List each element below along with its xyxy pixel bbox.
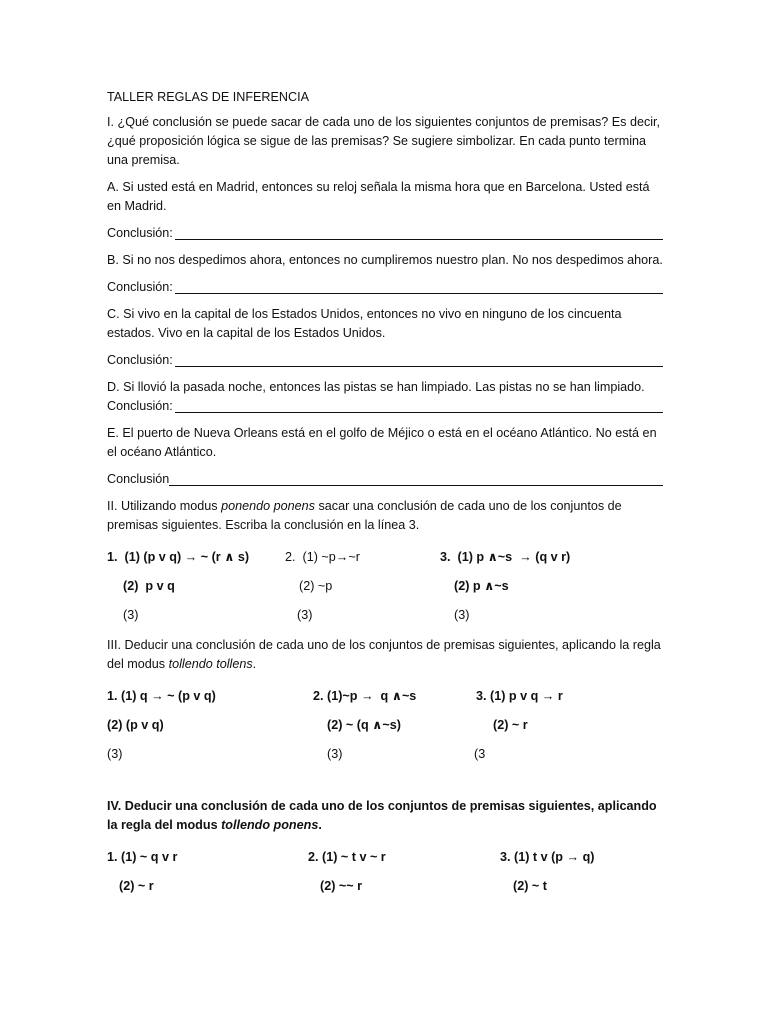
conclusion-label: Conclusión:	[107, 226, 173, 240]
conclusion-label: Conclusión:	[107, 280, 173, 294]
answer-line[interactable]	[169, 471, 663, 486]
conclusion-d-field[interactable]	[107, 397, 663, 416]
section-2-row-2	[107, 572, 663, 601]
section-4-intro: IV. Deducir una conclusión de cada uno de los conjuntos de premisas siguientes, aplicando la regla del modus tollendo ponens.	[107, 799, 657, 832]
answer-line[interactable]	[175, 279, 663, 294]
conclusion-b-field[interactable]	[107, 278, 663, 297]
premise: (2) ~~ r	[320, 879, 362, 893]
spacer	[107, 769, 663, 797]
conclusion-label: Conclusión:	[107, 353, 173, 367]
premise: 1. (1) ~ q v r	[107, 850, 178, 864]
answer-line[interactable]	[175, 225, 663, 240]
item-d-text: D. Si llovió la pasada noche, entonces las pistas se han limpiado. Las pistas no se han limpiado.	[107, 380, 645, 394]
premise: (2) ~ r	[493, 718, 528, 732]
section-2-row-1	[107, 543, 663, 572]
premise: 1. (1) (p v q) → ~ (r ∧ s)	[107, 550, 250, 564]
section-2-row-3	[107, 601, 663, 630]
premise: (2) ~ t	[513, 879, 547, 893]
section-3-row-3	[107, 740, 663, 769]
page-title: TALLER REGLAS DE INFERENCIA	[107, 90, 310, 104]
section-2-intro: II. Utilizando modus ponendo ponens sacar una conclusión de cada uno de los conjuntos de premisas siguientes. Escriba la conclusión en la línea 3.	[107, 499, 622, 532]
answer-slot[interactable]: (3)	[107, 747, 123, 761]
premise: (2) p ∧~s	[454, 579, 509, 593]
premise: (2) ~ r	[119, 879, 154, 893]
answer-line[interactable]	[175, 398, 663, 413]
answer-slot[interactable]: (3)	[454, 608, 470, 622]
item-b-text: B. Si no nos despedimos ahora, entonces no cumpliremos nuestro plan. No nos despedimos ahora.	[107, 253, 663, 267]
answer-slot[interactable]: (3)	[123, 608, 139, 622]
premise: 1. (1) q → ~ (p v q)	[107, 689, 216, 703]
conclusion-label: Conclusión	[107, 472, 170, 486]
premise: (2) ~p	[299, 579, 333, 593]
answer-line[interactable]	[175, 352, 663, 367]
section-3-row-1	[107, 682, 663, 711]
worksheet-page	[107, 88, 663, 901]
answer-slot[interactable]: (3)	[297, 608, 313, 622]
section-1-intro: I. ¿Qué conclusión se puede sacar de cada uno de los siguientes conjuntos de premisas? Es decir, ¿qué proposición lógica se sigue de las premisas? Se sugiere simbolizar. En cada punto termina una premisa.	[107, 115, 661, 167]
section-4-row-1	[107, 843, 663, 872]
item-a-text: A. Si usted está en Madrid, entonces su reloj señala la misma hora que en Barcelona. Usted está en Madrid.	[107, 180, 650, 213]
premise: 2. (1)~p → q ∧~s	[313, 689, 417, 703]
premise: (2) p v q	[123, 579, 175, 593]
premise: 2. (1) ~ t v ~ r	[308, 850, 386, 864]
premise: (2) ~ (q ∧~s)	[327, 718, 401, 732]
conclusion-e-field[interactable]	[107, 470, 663, 489]
answer-slot[interactable]: (3	[474, 747, 486, 761]
answer-slot[interactable]: (3)	[327, 747, 343, 761]
conclusion-label: Conclusión:	[107, 399, 173, 413]
item-e-text: E. El puerto de Nueva Orleans está en el golfo de Méjico o está en el océano Atlántico. No está en el océano Atlántico.	[107, 426, 657, 459]
premise: 2. (1) ~p→~r	[285, 550, 360, 564]
conclusion-a-field[interactable]	[107, 224, 663, 243]
premise: (2) (p v q)	[107, 718, 164, 732]
section-4-row-2	[107, 872, 663, 901]
section-3-row-2	[107, 711, 663, 740]
conclusion-c-field[interactable]	[107, 351, 663, 370]
item-c-text: C. Si vivo en la capital de los Estados Unidos, entonces no vivo en ninguno de los cincuenta estados. Vivo en la capital de los Estados Unidos.	[107, 307, 622, 340]
section-3-intro: III. Deducir una conclusión de cada uno de los conjuntos de premisas siguientes, aplicando la regla del modus tollendo tollens.	[107, 638, 661, 671]
premise: 3. (1) t v (p → q)	[500, 850, 595, 864]
premise: 3. (1) p v q → r	[476, 689, 563, 703]
premise: 3. (1) p ∧~s → (q v r)	[440, 550, 571, 564]
